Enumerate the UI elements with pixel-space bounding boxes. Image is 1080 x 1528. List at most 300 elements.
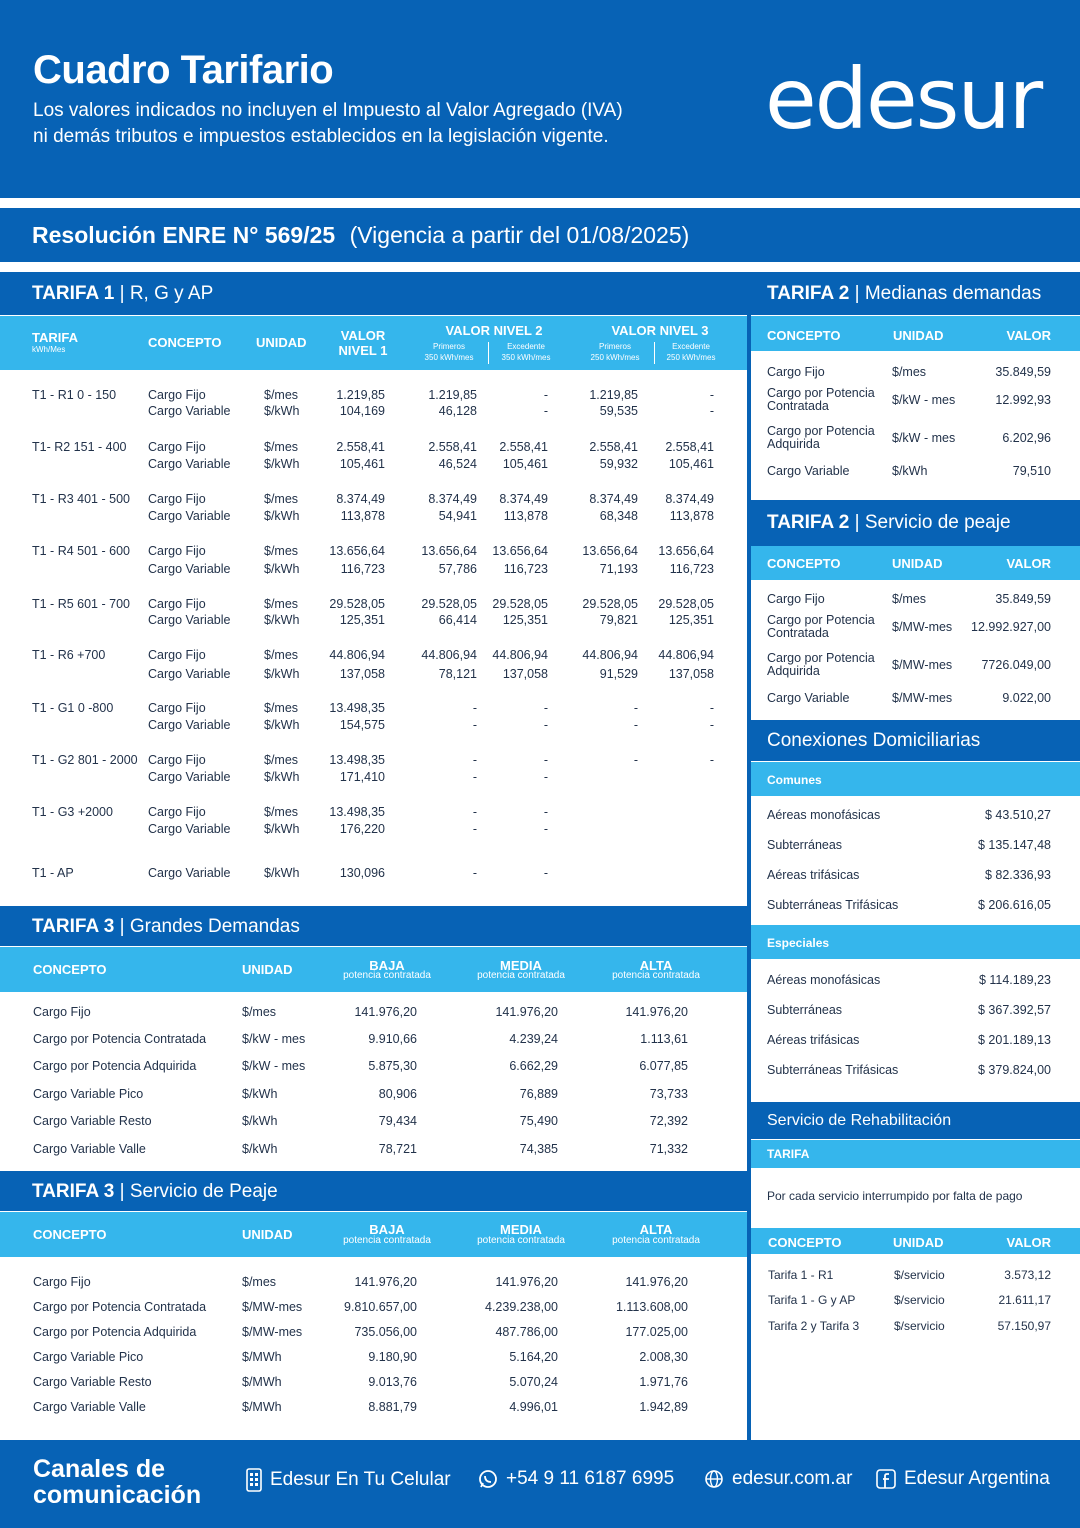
t2-cell-valor: 79,510 — [1012, 464, 1051, 478]
t1-cell-n2-excedente: 29.528,05 — [492, 597, 548, 611]
t1-cell-n3-primeros: 59,932 — [599, 457, 638, 471]
t1-cell-n3-primeros: 44.806,94 — [582, 648, 638, 662]
phone-app-icon — [246, 1468, 262, 1492]
t2p-cell-unidad: $/mes — [892, 592, 927, 606]
t1-cell-concepto: Cargo Variable — [148, 866, 231, 880]
footer-web-label: edesur.com.ar — [732, 1468, 853, 1489]
t1-cell-unidad: $/mes — [264, 805, 299, 819]
subtitle-line-2: ni demás tributos e impuestos establecidos en la legislación vigente. — [33, 126, 609, 147]
t3-cell-alta: 73,733 — [649, 1087, 688, 1101]
rehab-cell-unidad: $/servicio — [894, 1268, 945, 1282]
rehab-note: Por cada servicio interrumpido por falta de pago — [767, 1189, 1023, 1203]
rehab-cell-valor: 21.611,17 — [998, 1293, 1051, 1307]
resolution-name: Resolución ENRE N° 569/25 — [32, 222, 336, 248]
tarifa1-table-header — [0, 316, 747, 370]
t3p-cell-alta: 1.971,76 — [639, 1375, 688, 1389]
t1-cell-n2-primeros: 66,414 — [438, 613, 477, 627]
rehab-tarifa-label: TARIFA — [767, 1147, 810, 1161]
t1-cell-n3-excedente: 13.656,64 — [658, 544, 714, 558]
t1-cell-unidad: $/kWh — [264, 866, 300, 880]
t1-cell-valor-n1: 116,723 — [340, 562, 385, 576]
t2p-cell-concepto: Cargo por Potencia — [767, 651, 875, 665]
th-n2-primeros-sub: 350 kWh/mes — [424, 353, 474, 362]
t1-cell-n3-primeros: 71,193 — [599, 562, 638, 576]
t2-cell-concepto: Cargo por Potencia — [767, 424, 875, 438]
t1-cell-valor-n1: 105,461 — [339, 457, 385, 471]
footer-phone-label: +54 9 11 6187 6995 — [506, 1468, 675, 1489]
t1-cell-n2-primeros: 1.219,85 — [428, 388, 477, 402]
t1-cell-n2-excedente: - — [543, 753, 548, 767]
conex-especiales_rows-value: $ 367.392,57 — [978, 1003, 1051, 1017]
t2-th-valor: VALOR — [1006, 328, 1051, 343]
rehab-cell-valor: 57.150,97 — [997, 1319, 1051, 1333]
t1-cell-n2-excedente: - — [543, 770, 548, 784]
th-valor-nivel2: VALOR NIVEL 2 — [445, 323, 543, 338]
t1-cell-concepto: Cargo Fijo — [148, 753, 206, 767]
t1-cell-valor-n1: 13.498,35 — [329, 753, 385, 767]
tarifa2-title-bold: TARIFA 2 — [767, 283, 850, 304]
t1-cell-concepto: Cargo Variable — [148, 822, 231, 836]
rehab-title — [751, 1102, 1080, 1139]
t3p-cell-unidad: $/MWh — [242, 1375, 282, 1389]
t3-cell-media: 6.662,29 — [509, 1059, 558, 1073]
t3p-cell-concepto: Cargo por Potencia Adquirida — [33, 1325, 197, 1339]
t2-cell-concepto-2: Contratada — [767, 399, 829, 413]
t1-cell-n2-excedente: - — [543, 404, 548, 418]
t1-cell-unidad: $/kWh — [264, 667, 300, 681]
t3-cell-media: 4.239,24 — [509, 1032, 558, 1046]
t1-cell-n2-primeros: - — [472, 701, 477, 715]
t2p-cell-unidad: $/MW-mes — [892, 620, 953, 634]
t1-cell-n2-excedente: 8.374,49 — [499, 492, 548, 506]
t3p-cell-baja: 141.976,20 — [354, 1275, 417, 1289]
t1-cell-valor-n1: 137,058 — [339, 667, 385, 681]
t1-cell-valor-n1: 154,575 — [339, 718, 385, 732]
th-tarifa: TARIFA — [32, 330, 78, 345]
t1-cell-unidad: $/mes — [264, 648, 299, 662]
t3-cell-baja: 78,721 — [378, 1142, 417, 1156]
t1-cell-n2-primeros: - — [472, 822, 477, 836]
conex-especiales_rows-value: $ 201.189,13 — [978, 1033, 1051, 1047]
t1-cell-unidad: $/kWh — [264, 404, 300, 418]
t1-cell-tarifa: T1 - AP — [32, 866, 74, 880]
t2-th-unidad: UNIDAD — [893, 328, 944, 343]
t1-cell-tarifa: T1 - G3 +2000 — [32, 805, 113, 819]
t1-cell-n3-excedente: 116,723 — [669, 562, 714, 576]
t1-cell-valor-n1: 125,351 — [339, 613, 385, 627]
t1-cell-unidad: $/kWh — [264, 562, 300, 576]
subtitle-line-1: Los valores indicados no incluyen el Impuesto al Valor Agregado (IVA) — [33, 100, 623, 121]
t2-cell-valor: 6.202,96 — [1002, 431, 1051, 445]
t1-cell-unidad: $/mes — [264, 388, 299, 402]
t3-cell-baja: 80,906 — [378, 1087, 417, 1101]
rehab-cell-valor: 3.573,12 — [1004, 1268, 1051, 1282]
footer-phone-link[interactable] — [478, 1468, 674, 1490]
edesur-logo: edesur — [765, 50, 1042, 148]
t3-cell-concepto: Cargo por Potencia Adquirida — [33, 1059, 197, 1073]
t1-cell-n2-excedente: 2.558,41 — [499, 440, 548, 454]
rehab-th-unidad: UNIDAD — [893, 1235, 944, 1250]
rehab-cell-unidad: $/servicio — [894, 1293, 945, 1307]
t1-cell-n3-primeros: 68,348 — [599, 509, 638, 523]
t3-th-baja: BAJA — [369, 958, 405, 973]
footer-facebook-label: Edesur Argentina — [904, 1468, 1050, 1489]
t1-cell-valor-n1: 1.219,85 — [336, 388, 385, 402]
t1-cell-n3-excedente: 137,058 — [668, 667, 714, 681]
t1-cell-unidad: $/kWh — [264, 770, 300, 784]
t3p-cell-unidad: $/MW-mes — [242, 1325, 303, 1339]
t3-cell-concepto: Cargo Variable Resto — [33, 1114, 152, 1128]
conex-especiales_rows-name: Aéreas trifásicas — [767, 1033, 860, 1047]
t1-cell-unidad: $/kWh — [264, 718, 300, 732]
t1-cell-tarifa: T1 - R5 601 - 700 — [32, 597, 130, 611]
t1-cell-n2-excedente: - — [543, 866, 548, 880]
tarifa2-peaje-table-header — [751, 546, 1080, 580]
t1-cell-unidad: $/mes — [264, 597, 299, 611]
t2p-cell-valor: 35.849,59 — [995, 592, 1051, 606]
conex-especiales_rows-value: $ 379.824,00 — [978, 1063, 1051, 1077]
th-valor-nivel3: VALOR NIVEL 3 — [611, 323, 709, 338]
t3p-cell-concepto: Cargo Variable Resto — [33, 1375, 152, 1389]
th-n3-excedente: Excedente — [672, 342, 710, 351]
th-tarifa-sub: kWh/Mes — [32, 345, 66, 354]
t3-cell-baja: 5.875,30 — [368, 1059, 417, 1073]
th-valor-nivel1-b: NIVEL 1 — [338, 343, 388, 358]
t2-cell-valor: 35.849,59 — [995, 365, 1051, 379]
t1-cell-valor-n1: 13.656,64 — [329, 544, 385, 558]
t1-cell-n3-primeros: 2.558,41 — [589, 440, 638, 454]
t1-cell-n2-primeros: 57,786 — [438, 562, 477, 576]
rehab-cell-concepto: Tarifa 1 - R1 — [768, 1268, 834, 1282]
th-n2-excedente-sub: 350 kWh/mes — [501, 353, 551, 362]
t1-cell-n3-primeros: 8.374,49 — [589, 492, 638, 506]
t1-cell-n2-primeros: 46,128 — [438, 404, 477, 418]
t1-cell-unidad: $/kWh — [264, 822, 300, 836]
t1-cell-n3-excedente: 113,878 — [669, 509, 714, 523]
page-title: Cuadro Tarifario — [33, 48, 334, 92]
t3-cell-baja: 9.910,66 — [368, 1032, 417, 1046]
rehab-cell-concepto: Tarifa 1 - G y AP — [768, 1293, 856, 1307]
t3-th-alta: ALTA — [639, 958, 673, 973]
t2-cell-unidad: $/kW - mes — [892, 431, 956, 445]
t3p-cell-baja: 735.056,00 — [354, 1325, 417, 1339]
t2p-cell-concepto: Cargo Fijo — [767, 592, 825, 606]
t1-cell-n2-primeros: 8.374,49 — [428, 492, 477, 506]
tarifa1-title — [0, 272, 747, 315]
t1-cell-concepto: Cargo Fijo — [148, 648, 206, 662]
whatsapp-icon — [478, 1469, 498, 1489]
th-concepto: CONCEPTO — [148, 335, 222, 350]
t1-cell-n2-primeros: 44.806,94 — [421, 648, 477, 662]
t1-cell-valor-n1: 13.498,35 — [329, 701, 385, 715]
t1-cell-concepto: Cargo Variable — [148, 509, 231, 523]
t1-cell-concepto: Cargo Variable — [148, 667, 231, 681]
t3p-th-baja: BAJA — [369, 1222, 405, 1237]
t3-cell-media: 75,490 — [519, 1114, 558, 1128]
t3-cell-media: 141.976,20 — [495, 1005, 558, 1019]
t3-cell-unidad: $/mes — [242, 1005, 277, 1019]
t1-cell-n2-excedente: - — [543, 701, 548, 715]
t3p-cell-concepto: Cargo Variable Valle — [33, 1400, 146, 1414]
t1-cell-valor-n1: 104,169 — [339, 404, 385, 418]
t3p-cell-media: 5.164,20 — [509, 1350, 558, 1364]
t2p-cell-concepto: Cargo por Potencia — [767, 613, 875, 627]
t1-cell-valor-n1: 171,410 — [339, 770, 385, 784]
t1-cell-concepto: Cargo Fijo — [148, 805, 206, 819]
t2p-cell-concepto: Cargo Variable — [767, 691, 850, 705]
conexiones-title — [751, 720, 1080, 761]
footer-facebook-link[interactable] — [876, 1468, 1050, 1490]
comunes-header — [751, 762, 1080, 796]
th-n3-separator — [654, 342, 655, 364]
conex-comunes_rows-name: Subterráneas — [767, 838, 843, 852]
resolution-validity: (Vigencia a partir del 01/08/2025) — [349, 222, 690, 248]
t3p-cell-alta: 1.942,89 — [639, 1400, 688, 1414]
t1-cell-n2-primeros: 54,941 — [438, 509, 477, 523]
t3p-cell-concepto: Cargo por Potencia Contratada — [33, 1300, 207, 1314]
t1-cell-n2-primeros: 13.656,64 — [421, 544, 477, 558]
conexiones-title-text: Conexiones Domiciliarias — [767, 730, 981, 751]
t3p-cell-media: 4.239.238,00 — [485, 1300, 558, 1314]
t3-cell-media: 74,385 — [519, 1142, 558, 1156]
t3-cell-baja: 141.976,20 — [354, 1005, 417, 1019]
rehab-th-concepto: CONCEPTO — [768, 1235, 842, 1250]
t3p-cell-concepto: Cargo Variable Pico — [33, 1350, 144, 1364]
t3-th-baja-sub: potencia contratada — [343, 970, 431, 981]
t1-cell-tarifa: T1 - R6 +700 — [32, 648, 106, 662]
rehab-th-valor: VALOR — [1006, 1235, 1051, 1250]
t1-cell-valor-n1: 176,220 — [339, 822, 385, 836]
th-n2-separator — [488, 342, 489, 364]
th-n2-primeros: Primeros — [432, 342, 465, 351]
t3p-cell-alta: 1.113.608,00 — [615, 1300, 688, 1314]
tarifa2-title-rest: | Medianas demandas — [854, 283, 1042, 304]
t3p-th-media-sub: potencia contratada — [477, 1235, 565, 1246]
t2p-th-concepto: CONCEPTO — [767, 556, 841, 571]
t1-cell-n2-excedente: - — [543, 822, 548, 836]
t3p-th-media: MEDIA — [500, 1222, 542, 1237]
t3p-cell-alta: 2.008,30 — [639, 1350, 688, 1364]
t1-cell-n3-excedente: - — [709, 753, 714, 767]
tarifa3-peaje-table-header — [0, 1212, 747, 1257]
t3-cell-unidad: $/kW - mes — [242, 1059, 306, 1073]
t1-cell-tarifa: T1 - R3 401 - 500 — [32, 492, 130, 506]
t2-cell-unidad: $/kWh — [892, 464, 928, 478]
conex-especiales_rows-name: Subterráneas — [767, 1003, 843, 1017]
t1-cell-n2-primeros: - — [472, 805, 477, 819]
th-n3-excedente-sub: 250 kWh/mes — [666, 353, 716, 362]
t1-cell-n2-excedente: 116,723 — [503, 562, 548, 576]
tarifa2-peaje-title-bold: TARIFA 2 — [767, 512, 850, 533]
t2-cell-unidad: $/kW - mes — [892, 393, 956, 407]
t3-th-media: MEDIA — [500, 958, 542, 973]
t1-cell-unidad: $/mes — [264, 753, 299, 767]
t1-cell-n3-excedente: 125,351 — [668, 613, 714, 627]
resolution-bar — [0, 208, 1080, 262]
tarifa3-table-header — [0, 947, 747, 992]
especiales-label: Especiales — [767, 936, 830, 950]
t3p-cell-baja: 8.881,79 — [368, 1400, 417, 1414]
t1-cell-unidad: $/mes — [264, 440, 299, 454]
t1-cell-tarifa: T1 - G2 801 - 2000 — [32, 753, 138, 767]
t1-cell-unidad: $/mes — [264, 544, 299, 558]
t1-cell-n3-excedente: - — [709, 701, 714, 715]
t1-cell-n3-excedente: - — [709, 404, 714, 418]
t1-cell-concepto: Cargo Fijo — [148, 597, 206, 611]
conex-especiales_rows-value: $ 114.189,23 — [978, 973, 1051, 987]
footer-app-label: Edesur En Tu Celular — [270, 1469, 451, 1490]
conex-comunes_rows-name: Subterráneas Trifásicas — [767, 898, 899, 912]
t1-cell-n3-primeros: 1.219,85 — [589, 388, 638, 402]
th-valor-nivel1-a: VALOR — [340, 328, 386, 343]
tarifa2-peaje-title — [751, 500, 1080, 546]
t3-th-media-sub: potencia contratada — [477, 970, 565, 981]
t3p-th-baja-sub: potencia contratada — [343, 1235, 431, 1246]
t1-cell-n3-excedente: 8.374,49 — [665, 492, 714, 506]
t1-cell-n2-primeros: 78,121 — [438, 667, 477, 681]
t3p-cell-concepto: Cargo Fijo — [33, 1275, 91, 1289]
header — [0, 0, 1080, 198]
t1-cell-tarifa: T1 - R4 501 - 600 — [32, 544, 130, 558]
tarifa2-title — [751, 272, 1080, 315]
th-n3-primeros-sub: 250 kWh/mes — [590, 353, 640, 362]
conex-comunes_rows-value: $ 82.336,93 — [984, 868, 1051, 882]
t3-cell-alta: 6.077,85 — [639, 1059, 688, 1073]
especiales-header — [751, 925, 1080, 959]
comunes-label: Comunes — [767, 773, 822, 787]
tarifa3-peaje-title-bold: TARIFA 3 — [32, 1181, 115, 1202]
t1-cell-tarifa: T1 - R1 0 - 150 — [32, 388, 117, 402]
t2-cell-unidad: $/mes — [892, 365, 927, 379]
rehab-cell-unidad: $/servicio — [894, 1319, 945, 1333]
tarifa3-peaje-title — [0, 1171, 747, 1211]
t1-cell-n2-excedente: 113,878 — [503, 509, 548, 523]
footer-app-link[interactable] — [246, 1468, 451, 1492]
t1-cell-valor-n1: 113,878 — [340, 509, 385, 523]
t1-cell-concepto: Cargo Variable — [148, 613, 231, 627]
t3-cell-alta: 71,332 — [649, 1142, 688, 1156]
t1-cell-unidad: $/kWh — [264, 613, 300, 627]
t1-cell-n3-primeros: - — [633, 753, 638, 767]
t1-cell-n2-excedente: 125,351 — [502, 613, 548, 627]
t3p-cell-media: 487.786,00 — [495, 1325, 558, 1339]
t3-cell-unidad: $/kWh — [242, 1087, 278, 1101]
t3-cell-unidad: $/kWh — [242, 1114, 278, 1128]
t1-cell-valor-n1: 44.806,94 — [329, 648, 385, 662]
t1-cell-concepto: Cargo Variable — [148, 562, 231, 576]
t3p-cell-alta: 141.976,20 — [625, 1275, 688, 1289]
rehab-table-header — [751, 1228, 1080, 1254]
t3p-th-concepto: CONCEPTO — [33, 1227, 107, 1242]
th-n3-primeros: Primeros — [598, 342, 631, 351]
conex-comunes_rows-value: $ 135.147,48 — [978, 838, 1051, 852]
t1-cell-unidad: $/mes — [264, 701, 299, 715]
t1-cell-tarifa: T1 - G1 0 -800 — [32, 701, 114, 715]
t3p-cell-unidad: $/MWh — [242, 1350, 282, 1364]
t3-cell-alta: 141.976,20 — [625, 1005, 688, 1019]
t3-cell-concepto: Cargo Variable Pico — [33, 1087, 144, 1101]
rehab-tarifa-header — [751, 1140, 1080, 1168]
t1-cell-n2-primeros: - — [472, 866, 477, 880]
t3-cell-media: 76,889 — [519, 1087, 558, 1101]
t1-cell-n3-excedente: - — [709, 718, 714, 732]
t2p-cell-unidad: $/MW-mes — [892, 691, 953, 705]
t2-cell-concepto: Cargo por Potencia — [767, 386, 875, 400]
t1-cell-concepto: Cargo Fijo — [148, 701, 206, 715]
t2p-cell-concepto-2: Contratada — [767, 626, 829, 640]
t2p-cell-concepto-2: Adquirida — [767, 664, 820, 678]
t2-cell-concepto: Cargo Variable — [767, 464, 850, 478]
t1-cell-n2-primeros: 46,524 — [438, 457, 477, 471]
t1-cell-concepto: Cargo Fijo — [148, 388, 206, 402]
conex-comunes_rows-name: Aéreas monofásicas — [767, 808, 881, 822]
rehab-cell-concepto: Tarifa 2 y Tarifa 3 — [768, 1319, 860, 1333]
t1-cell-n2-primeros: - — [472, 718, 477, 732]
t1-cell-n3-primeros: 91,529 — [599, 667, 638, 681]
t3p-cell-baja: 9.180,90 — [368, 1350, 417, 1364]
t1-cell-n2-excedente: - — [543, 388, 548, 402]
t1-cell-n3-excedente: 44.806,94 — [658, 648, 714, 662]
t1-cell-n3-primeros: 13.656,64 — [582, 544, 638, 558]
t1-cell-n2-primeros: 2.558,41 — [428, 440, 477, 454]
conex-comunes_rows-value: $ 43.510,27 — [984, 808, 1051, 822]
globe-icon — [704, 1469, 724, 1489]
th-unidad: UNIDAD — [256, 335, 307, 350]
t1-cell-concepto: Cargo Variable — [148, 457, 231, 471]
conex-comunes_rows-name: Aéreas trifásicas — [767, 868, 860, 882]
t3p-cell-baja: 9.013,76 — [368, 1375, 417, 1389]
t1-cell-concepto: Cargo Fijo — [148, 492, 206, 506]
t3p-th-alta: ALTA — [639, 1222, 673, 1237]
t3p-th-unidad: UNIDAD — [242, 1227, 293, 1242]
th-n2-excedente: Excedente — [507, 342, 545, 351]
tarifa1-title-bold: TARIFA 1 — [32, 283, 115, 304]
t1-cell-n3-primeros: - — [633, 701, 638, 715]
t1-cell-concepto: Cargo Variable — [148, 770, 231, 784]
t1-cell-concepto: Cargo Fijo — [148, 440, 206, 454]
t3-cell-baja: 79,434 — [378, 1114, 417, 1128]
t3-cell-alta: 72,392 — [649, 1114, 688, 1128]
t1-cell-unidad: $/kWh — [264, 457, 300, 471]
page-subtitle — [33, 98, 733, 150]
rehab-title-text: Servicio de Rehabilitación — [767, 1112, 952, 1129]
t1-cell-n2-primeros: 29.528,05 — [421, 597, 477, 611]
t1-cell-n2-excedente: 137,058 — [502, 667, 548, 681]
column-divider — [747, 272, 751, 1440]
tarifa2-table-header — [751, 316, 1080, 351]
t1-cell-unidad: $/kWh — [264, 509, 300, 523]
t3p-cell-media: 5.070,24 — [509, 1375, 558, 1389]
t1-cell-valor-n1: 130,096 — [339, 866, 385, 880]
tarifa2-peaje-title-rest: | Servicio de peaje — [854, 512, 1011, 533]
t1-cell-n3-excedente: 2.558,41 — [665, 440, 714, 454]
t3-cell-alta: 1.113,61 — [640, 1032, 688, 1046]
t2-cell-concepto-2: Adquirida — [767, 437, 820, 451]
t1-cell-valor-n1: 2.558,41 — [336, 440, 385, 454]
t2p-cell-valor: 7726.049,00 — [981, 658, 1051, 672]
footer-web-link[interactable] — [704, 1468, 852, 1490]
t1-cell-valor-n1: 13.498,35 — [329, 805, 385, 819]
t1-cell-n2-excedente: 44.806,94 — [492, 648, 548, 662]
footer — [0, 1440, 1080, 1528]
t1-cell-n2-primeros: - — [472, 753, 477, 767]
t3p-cell-baja: 9.810.657,00 — [344, 1300, 417, 1314]
t3p-cell-unidad: $/mes — [242, 1275, 277, 1289]
t3-cell-concepto: Cargo Fijo — [33, 1005, 91, 1019]
conex-comunes_rows-value: $ 206.616,05 — [978, 898, 1051, 912]
tarifa3-peaje-title-rest: | Servicio de Peaje — [119, 1181, 278, 1202]
footer-title-line1: Canales de — [33, 1455, 166, 1483]
